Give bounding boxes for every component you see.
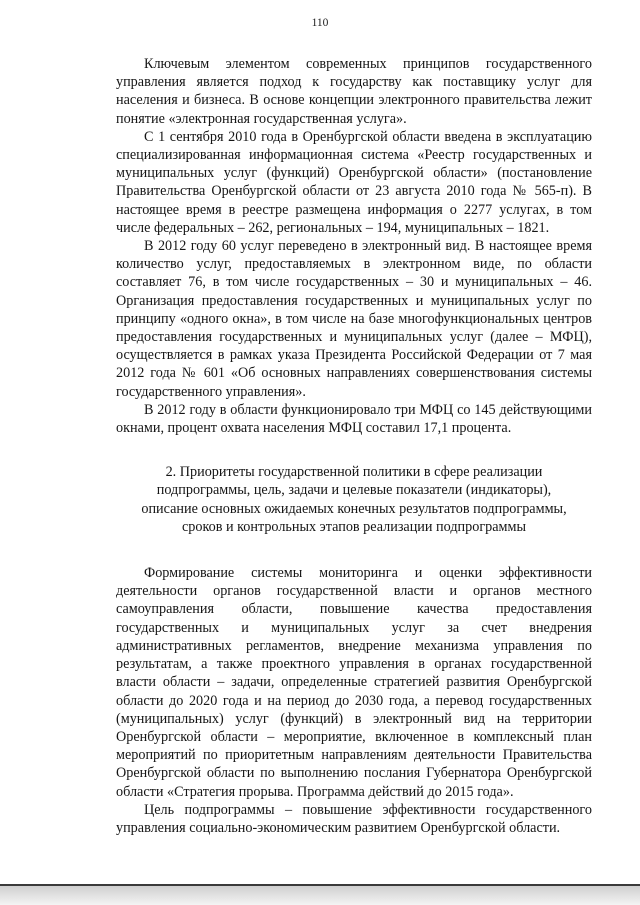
paragraph-key-element: Ключевым элементом современных принципов государственного управления является подход к государству как поставщику услуг для населения и бизнеса. В основе концепции электронного правительства лежит понятие «электронная государственная услуга». [116, 56, 592, 127]
paragraph-subprogram-goal: Цель подпрограммы – повышение эффективности государственного управления социально-экономическим развитием Оренбургской области. [116, 801, 592, 836]
paragraph-mfc-coverage: В 2012 году в области функционировало три МФЦ со 145 действующими окнами, процент охвата населения МФЦ составил 17,1 процента. [116, 401, 592, 437]
section-heading [116, 463, 592, 536]
document-body [116, 55, 592, 837]
section-heading-line: описание основных ожидаемых конечных результатов подпрограммы, [141, 500, 567, 517]
paragraph-registry-system: С 1 сентября 2010 года в Оренбургской области введена в эксплуатацию специализированная информационная система «Реестр государственных и муниципальных услуг (функций) Оренбургской области» (постановление Правительства Оренбургской области от 23 августа 2010 года № 565-п). В настоящее время в реестре размещена информация о 2277 услугах, в том числе федеральных – 262, региональных – 194, муниципальных – 1821. [116, 128, 592, 236]
page-bottom-shade [0, 886, 640, 905]
paragraph-electronic-services: В 2012 году 60 услуг переведено в электронный вид. В настоящее время количество услуг, предоставляемых в электронном виде, по области составляет 76, в том числе государственных – 30 и муниципальных – 46. Организация предоставления государственных и муниципальных услуг по принципу «одного окна», в том числе на базе многофункциональных центров предоставления государственных и муниципальных услуг (далее – МФЦ), осуществляется в рамках указа Президента Российской Федерации от 7 мая 2012 года № 601 «Об основных направлениях совершенствования системы государственного управления». [116, 238, 592, 400]
section-heading-line: 2. Приоритеты государственной политики в сфере реализации [165, 464, 543, 481]
paragraph-monitoring-system: Формирование системы мониторинга и оценки эффективности деятельности органов государственной власти и органов местного самоуправления области, повышение качества предоставления государственных и муниципальных услуг за счет внедрения административных регламентов, внедрение механизма управления по результатам, а также проектного управления в органах государственной власти области – задачи, определенные стратегией развития Оренбургской области до 2020 года и на период до 2030 года, а перевод государственных (муниципальных) услуг (функций) в электронный вид на территории Оренбургской области – мероприятие, включенное в комплексный план мероприятий по приоритетным направлениям деятельности Правительства Оренбургской области по выполнению послания Губернатора Оренбургской области «Стратегия прорыва. Программа действий до 2015 года». [116, 565, 592, 800]
section-heading-line: подпрограммы, цель, задачи и целевые показатели (индикаторы), [156, 482, 552, 499]
section-heading-line: сроков и контрольных этапов реализации подпрограммы [181, 518, 527, 535]
page-number: 110 [311, 17, 329, 29]
